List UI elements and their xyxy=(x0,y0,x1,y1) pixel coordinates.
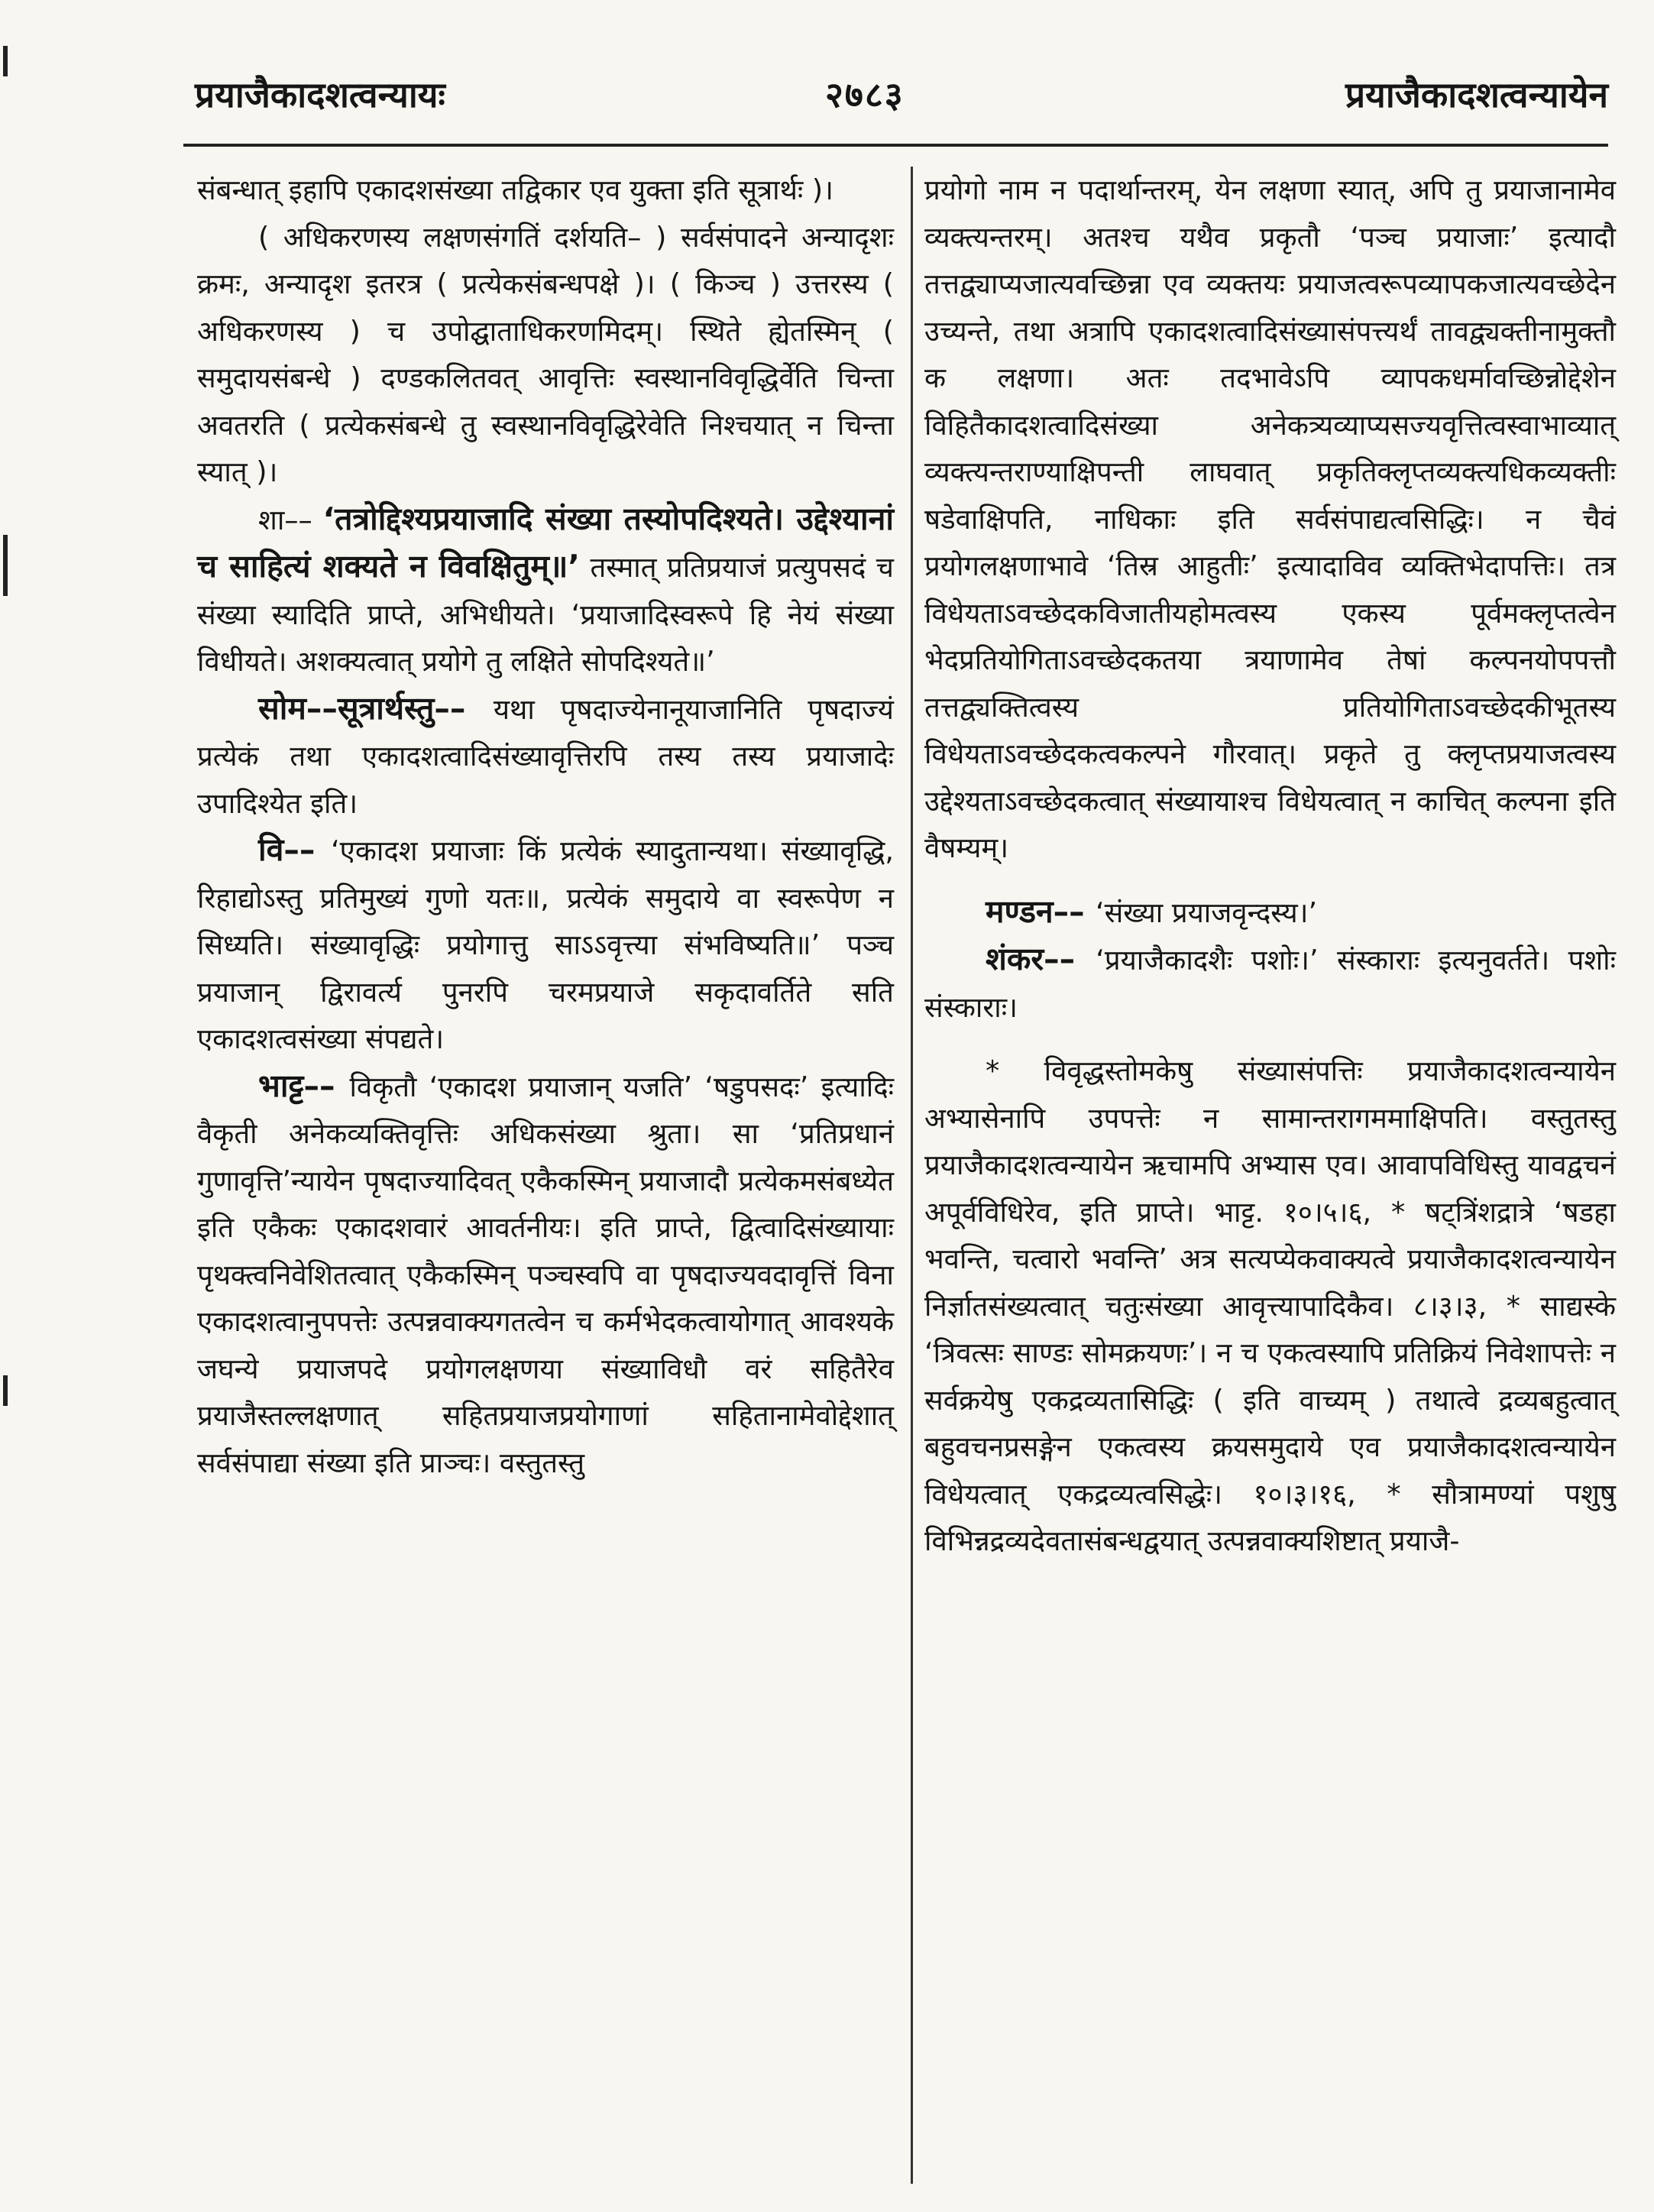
paragraph-text: तस्मात् प्रतिप्रयाजं प्रत्युपसदं च संख्या स्यादिति प्राप्ते, अभिधीयते। ‘प्रयाजादिस्वरूपे हि नेयं संख्या विधीयते। अशक्यत्वात् प्रयोगे तु लक्षिते सोपदिश्यते॥’ xyxy=(197,551,894,678)
column-divider xyxy=(911,167,913,2184)
paragraph xyxy=(197,496,894,685)
paragraph-text: ‘संख्या प्रयाजवृन्दस्य।’ xyxy=(1095,895,1318,929)
paragraph xyxy=(197,167,894,214)
paragraph-text: ‘प्रयाजैकादशैः पशोः।’ संस्काराः इत्यनुवर्तते। पशोः संस्काराः। xyxy=(924,944,1616,1024)
margin-mark xyxy=(3,1375,8,1406)
paragraph-text: विवृद्धस्तोमकेषु संख्यासंपत्तिः प्रयाजैकादशत्वन्यायेन अभ्यासेनापि उपपत्तेः न सामान्तरागममाक्षिपति। वस्तुतस्तु प्रयाजैकादशत्वन्यायेन ऋचामपि अभ्यास एव। आवापविधिस्तु यावद्वचनं अपूर्वविधिरेव, इति प्राप्ते। भाट्ट. १०।५।६, * षट्त्रिंशद्रात्रे ‘षडहा भवन्ति, चत्वारो भवन्ति’ अत्र सत्यप्येकवाक्यत्वे प्रयाजैकादशत्वन्यायेन निर्ज्ञातसंख्यत्वात् चतुःसंख्या आवृत्त्यापादिकैव। ८।३।३, * साद्यस्के ‘त्रिवत्सः साण्डः सोमक्रयणः’। न च एकत्वस्यापि प्रतिक्रियं निवेशापत्तेः न सर्वक्रयेषु एकद्रव्यतासिद्धिः ( इति वाच्यम् ) तथात्वे द्रव्यबहुत्वात् बहुवचनप्रसङ्गेन एकत्वस्य क्रयसमुदाये एव प्रयाजैकादशत्वन्यायेन विधेयत्वात् एकद्रव्यत्वसिद्धेः। १०।३।१६, * सौत्रामण्यां पशुषु विभिन्नद्रव्यदेवतासंबन्धद्वयात् उत्पन्नवाक्यशिष्टात् प्रयाजै- xyxy=(924,1054,1616,1557)
verse-quote: ‘तत्रोद्दिश्यप्रयाजादि संख्या तस्योपदिश्यते। उद्देश्यानां च साहित्यं शक्यते न विवक्षितुम्॥’ xyxy=(197,500,894,585)
margin-mark xyxy=(3,535,8,596)
paragraph xyxy=(197,827,894,1063)
footnote-marker: * xyxy=(986,1054,1044,1087)
paragraph-text: ‘एकादश प्रयाजाः किं प्रत्येकं स्यादुतान्यथा। संख्यावृद्धि, रिहाद्योऽस्तु प्रतिमुख्यं गुणो यतः॥, प्रत्येकं समुदाये वा स्वरूपेण न सिध्यति। संख्यावृद्धिः प्रयोगात्तु साऽऽवृत्त्या संभविष्यति॥’ पञ्च प्रयाजान् द्विरावर्त्य पुनरपि चरमप्रयाजे सकृदावर्तिते सति एकादशत्वसंख्या संपद्यते। xyxy=(197,834,894,1055)
header-rule xyxy=(183,144,1608,147)
paragraph-text: विकृतौ ‘एकादश प्रयाजान् यजति’ ‘षडुपसदः’ इत्यादिः वैकृती अनेकव्यक्तिवृत्तिः अधिकसंख्या श्रुता। सा ‘प्रतिप्रधानं गुणावृत्ति’न्यायेन पृषदाज्यादिवत् एकैकस्मिन् प्रयाजादौ प्रत्येकमसंबध्येत इति एकैकः एकादशवारं आवर्तनीयः। इति प्राप्ते, द्वित्वादिसंख्यायाः पृथक्त्वनिवेशितत्वात् एकैकस्मिन् पञ्चस्वपि वा पृषदाज्यवदावृत्तिं विना एकादशत्वानुपपत्तेः उत्पन्नवाक्यगतत्वेन च कर्मभेदकत्वायोगात् आवश्यके जघन्ये प्रयाजपदे प्रयोगलक्षणया संख्याविधौ वरं सहितैरेव प्रयाजैस्तल्लक्षणात् सहितप्रयाजप्रयोगाणां सहितानामेवोद्देशात् सर्वसंपाद्या संख्या इति प्राञ्चः। वस्तुतस्तु xyxy=(197,1070,895,1479)
paragraph xyxy=(197,685,894,827)
speaker-label: सोम––सूत्रार्थस्तु–– xyxy=(258,689,494,727)
paragraph xyxy=(924,1048,1616,1565)
speaker-label: शंकर–– xyxy=(986,941,1096,977)
speaker-label: शा–– xyxy=(258,503,323,536)
paragraph-text: यथा पृषदाज्येनानूयाजानिति पृषदाज्यं प्रत्येकं तथा एकादशत्वादिसंख्यावृत्तिरपि तस्य तस्य प्रयाजादेः उपादिश्येत इति। xyxy=(197,692,894,820)
speaker-label: वि–– xyxy=(258,831,332,868)
paragraph xyxy=(197,214,894,496)
margin-mark xyxy=(3,46,8,76)
paragraph-text: प्रयोगो नाम न पदार्थान्तरम्, येन लक्षणा स्यात्, अपि तु प्रयाजानामेव व्यक्त्यन्तरम्। अतश्च यथैव प्रकृतौ ‘पञ्च प्रयाजाः’ इत्यादौ तत्तद्व्याप्यजात्यवच्छिन्ना एव व्यक्तयः प्रयाजत्वरूपव्यापकजात्यवच्छेदेन उच्यन्ते, तथा अत्रापि एकादशत्वादिसंख्यासंपत्त्यर्थं तावद्व्यक्तीनामुक्तौ क लक्षणा। अतः तदभावेऽपि व्यापकधर्मावच्छिन्नोद्देशेन विहितैकादशत्वादिसंख्या अनेकत्र्यव्याप्यसज्यवृत्तित्वस्वाभाव्यात् व्यक्त्यन्तराण्याक्षिपन्ती लाघवात् प्रकृतिक्लृप्तव्यक्त्यधिकव्यक्तीः षडेवाक्षिपति, नाधिकाः इति सर्वसंपाद्यत्वसिद्धिः। न चैवं प्रयोगलक्षणाभावे ‘तिस्र आहुतीः’ इत्यादाविव व्यक्तिभेदापत्तिः। तत्र विधेयताऽवच्छेदकविजातीयहोमत्वस्य एकस्य पूर्वमक्लृप्तत्वेन भेदप्रतियोगिताऽवच्छेदकतया त्रयाणामेव तेषां कल्पनयोपपत्तौ तत्तद्व्यक्तित्वस्य प्रतियोगिताऽवच्छेदकीभूतस्य विधेयताऽवच्छेदकत्वकल्पने गौरवात्। प्रकृते तु क्लृप्तप्रयाजत्वस्य उद्देश्यताऽवच्छेदकत्वात् संख्यायाश्च विधेयत्वात् न काचित् कल्पना इति वैषम्यम्। xyxy=(924,173,1616,864)
paragraph xyxy=(924,167,1616,872)
paragraph-text: ( अधिकरणस्य लक्षणसंगतिं दर्शयति– ) सर्वसंपादने अन्यादृशः क्रमः, अन्यादृश इतरत्र ( प्रत्येकसंबन्धपक्षे )। ( किञ्च ) उत्तरस्य ( अधिकरणस्य ) च उपोद्घाताधिकरणमिदम्। स्थिते ह्येतस्मिन् ( समुदायसंबन्धे ) दण्डकलितवत् आवृत्तिः स्वस्थानविवृद्धिर्वेति चिन्ता अवतरति ( प्रत्येकसंबन्धे तु स्वस्थानविवृद्धिरेवेति निश्चयात् न चिन्ता स्यात् )। xyxy=(197,220,894,488)
header-right-title: प्रयाजैकादशत्वन्यायेन xyxy=(1345,74,1608,115)
paragraph xyxy=(197,1063,894,1487)
paragraph xyxy=(924,936,1616,1031)
paragraph xyxy=(924,889,1616,937)
header-left-title: प्रयाजैकादशत्वन्यायः xyxy=(195,74,445,115)
speaker-label: मण्डन–– xyxy=(986,892,1096,930)
page-number: २७८३ xyxy=(825,74,905,115)
right-column xyxy=(924,167,1616,1565)
page-header xyxy=(195,70,1608,131)
speaker-label: भाट्ट–– xyxy=(258,1067,350,1104)
paragraph-text: संबन्धात् इहापि एकादशसंख्या तद्विकार एव युक्ता इति सूत्रार्थः )। xyxy=(197,173,833,206)
left-column xyxy=(197,167,894,1486)
